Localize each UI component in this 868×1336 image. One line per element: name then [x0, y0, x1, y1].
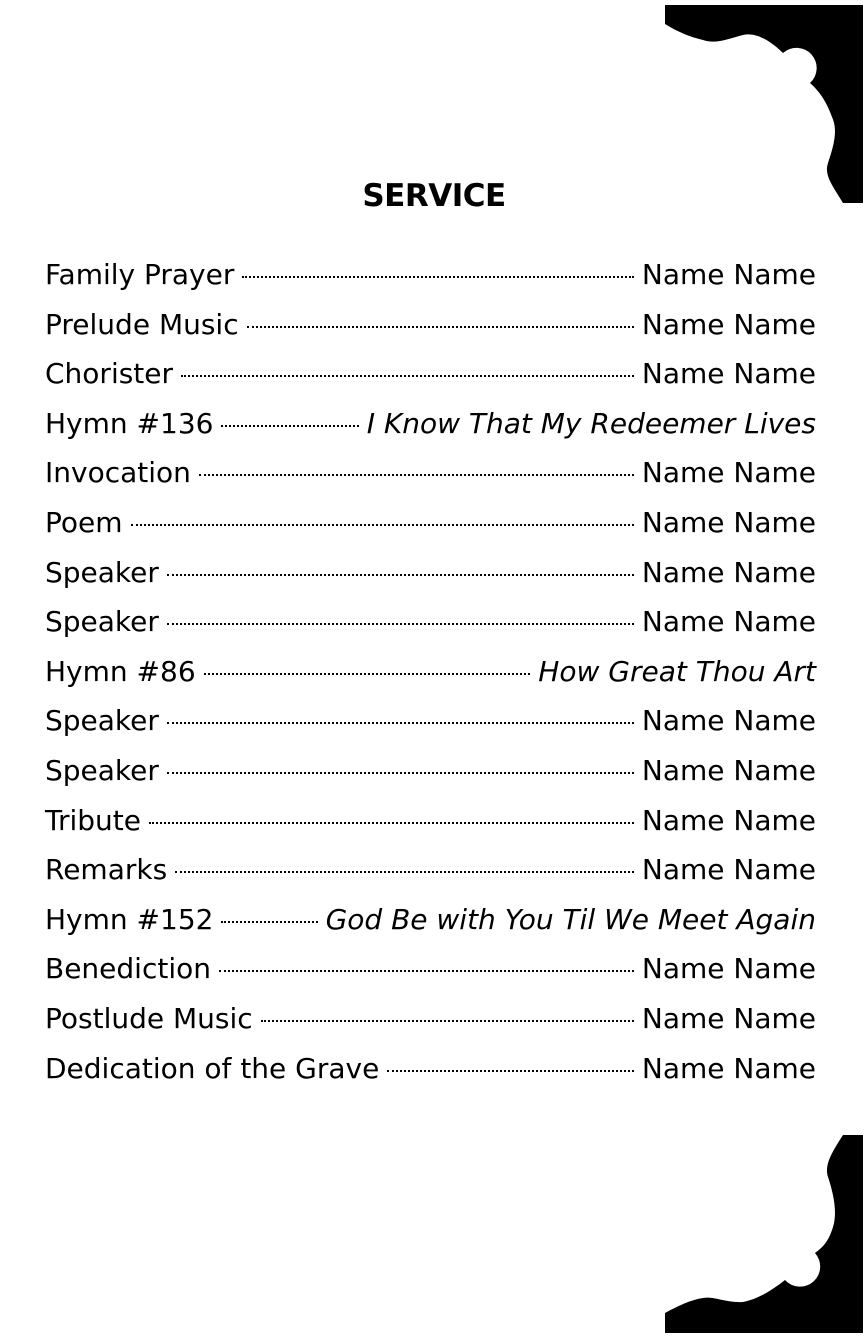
- program-item: [45, 901, 816, 951]
- program-item: [45, 752, 816, 802]
- participant-name: Name Name: [641, 704, 816, 738]
- dot-leader: [199, 454, 634, 482]
- program-item-label: Family Prayer: [45, 258, 235, 291]
- program-item: [45, 554, 816, 604]
- program-item: [45, 355, 816, 405]
- program-item: [45, 1050, 816, 1100]
- dot-leader: [167, 603, 634, 631]
- program-item: [45, 306, 816, 356]
- program-item-label: Speaker: [45, 555, 159, 589]
- hymn-title: I Know That My Redeemer Lives: [366, 406, 816, 440]
- program-item: [45, 454, 816, 504]
- program-item-label: Poem: [45, 505, 123, 539]
- participant-name: Name Name: [641, 952, 816, 986]
- dot-leader: [221, 901, 317, 929]
- bottom-right-corner-ornament: [665, 1135, 863, 1333]
- dot-leader: [149, 802, 634, 830]
- program-item-label: Prelude Music: [45, 307, 239, 341]
- program-item-label: Speaker: [45, 704, 159, 738]
- dot-leader: [167, 752, 634, 780]
- program-item: [45, 950, 816, 1000]
- program-item-label: Hymn #152: [45, 902, 214, 936]
- participant-name: Name Name: [641, 357, 816, 391]
- program-item: [45, 603, 816, 653]
- participant-name: Name Name: [641, 1001, 816, 1035]
- program-item: [45, 504, 816, 554]
- program-item-label: Benediction: [45, 952, 211, 986]
- program-item-label: Speaker: [45, 753, 159, 787]
- program-item: [45, 702, 816, 752]
- program-item-label: Remarks: [45, 853, 168, 887]
- program-item-label: Chorister: [45, 357, 174, 391]
- dot-leader: [221, 405, 358, 433]
- dot-leader: [219, 950, 634, 978]
- dot-leader: [204, 653, 531, 681]
- program-item: [45, 1000, 816, 1050]
- service-program-list: [45, 256, 816, 1099]
- program-item-label: Invocation: [45, 456, 191, 490]
- dot-leader: [261, 1000, 634, 1028]
- dot-leader: [181, 355, 634, 383]
- program-item: [45, 851, 816, 901]
- hymn-title: God Be with You Til We Meet Again: [325, 902, 816, 936]
- dot-leader: [167, 554, 634, 582]
- participant-name: Name Name: [641, 258, 816, 291]
- page-title: SERVICE: [362, 178, 506, 214]
- program-item-label: Postlude Music: [45, 1001, 253, 1035]
- dot-leader: [247, 306, 634, 334]
- program-item-label: Hymn #86: [45, 654, 196, 688]
- participant-name: Name Name: [641, 753, 816, 787]
- program-item-label: Dedication of the Grave: [45, 1051, 380, 1085]
- dot-leader: [167, 702, 634, 730]
- participant-name: Name Name: [641, 555, 816, 589]
- participant-name: Name Name: [641, 307, 816, 341]
- participant-name: Name Name: [641, 605, 816, 639]
- participant-name: Name Name: [641, 456, 816, 490]
- participant-name: Name Name: [641, 505, 816, 539]
- participant-name: Name Name: [641, 853, 816, 887]
- program-item: [45, 405, 816, 455]
- participant-name: Name Name: [641, 1051, 816, 1085]
- dot-leader: [387, 1050, 634, 1078]
- participant-name: Name Name: [641, 803, 816, 837]
- program-item-label: Speaker: [45, 605, 159, 639]
- dot-leader: [242, 256, 634, 284]
- program-item: [45, 802, 816, 852]
- program-item-label: Tribute: [45, 803, 142, 837]
- top-right-corner-ornament: [665, 5, 863, 203]
- hymn-title: How Great Thou Art: [538, 654, 816, 688]
- program-item-label: Hymn #136: [45, 406, 214, 440]
- dot-leader: [131, 504, 634, 532]
- dot-leader: [175, 851, 634, 879]
- program-item: [45, 653, 816, 703]
- program-item: [45, 256, 816, 306]
